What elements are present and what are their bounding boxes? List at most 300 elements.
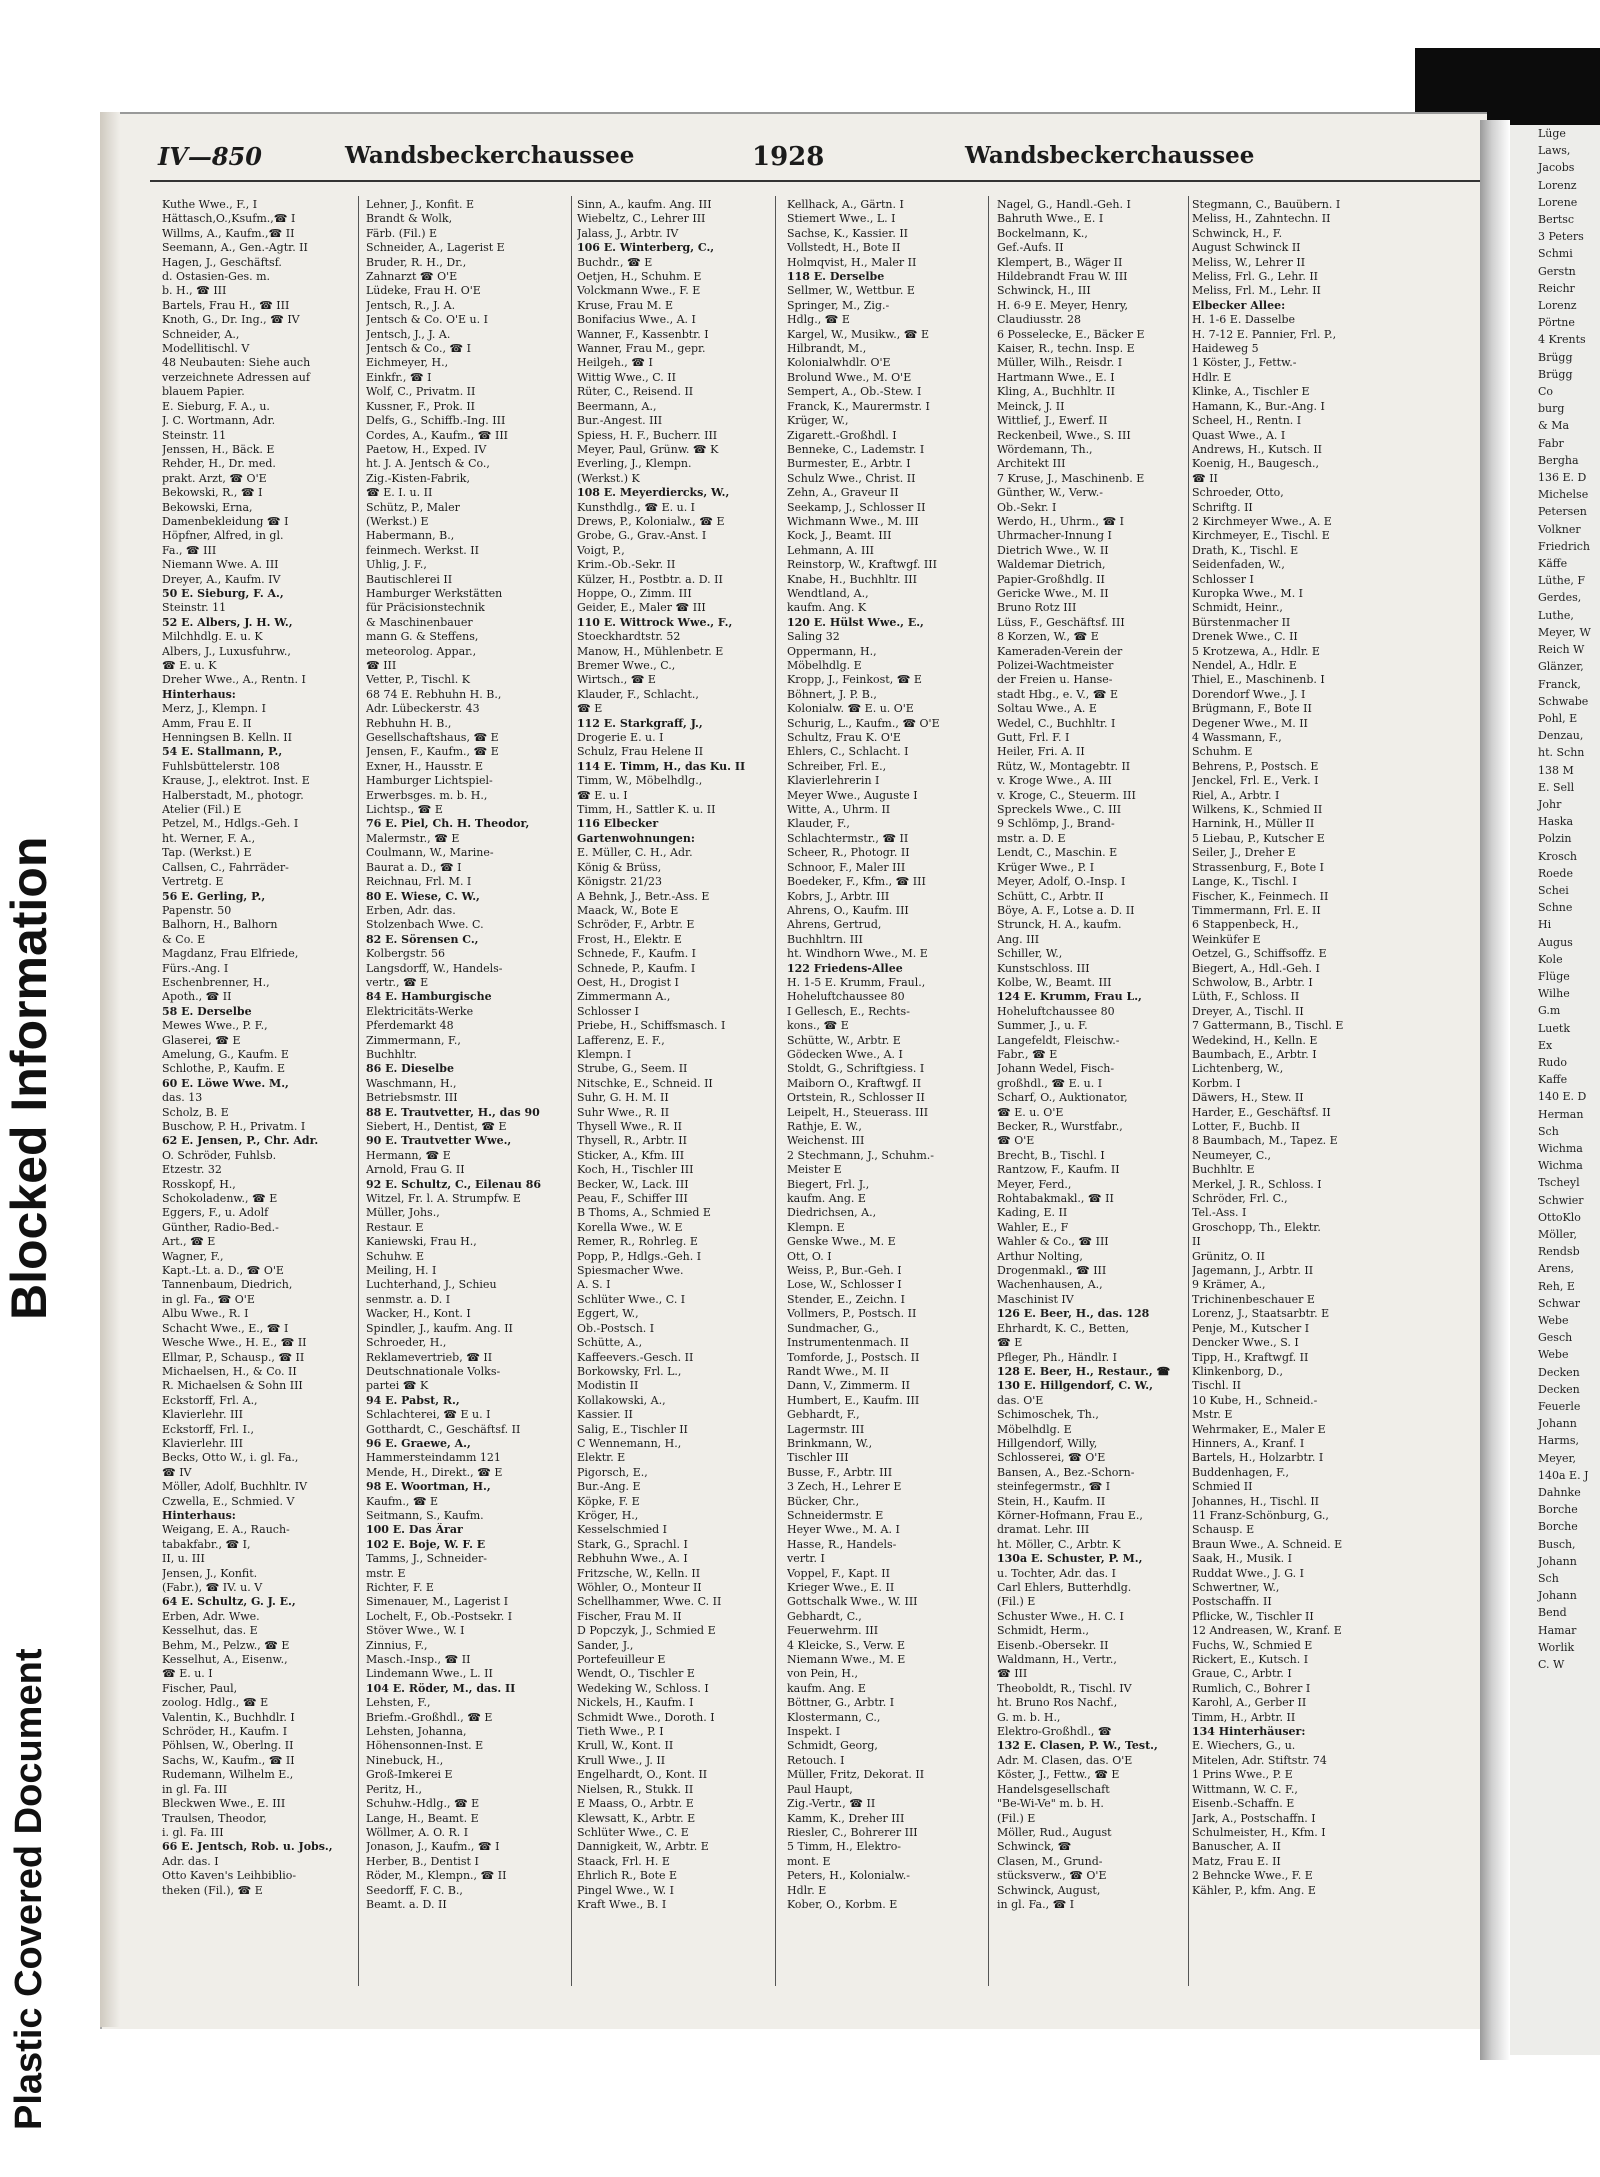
directory-entry-line: Wanner, Frau M., gepr. — [577, 342, 706, 356]
directory-entry-line: Grünitz, O. II — [1192, 1249, 1265, 1263]
adjacent-page-line: Käffe — [1538, 557, 1568, 571]
page-number: IV—850 — [158, 142, 262, 171]
directory-entry-line: Jenssen, H., Bäck. E — [162, 442, 275, 456]
directory-entry-line: Kober, O., Korbm. E — [787, 1897, 898, 1911]
directory-entry-line: II — [1192, 1235, 1201, 1249]
directory-entry-line: Fritzsche, W., Kelln. II — [577, 1566, 701, 1580]
directory-entry-line: Retouch. I — [787, 1753, 845, 1767]
directory-entry-line: ☎ III — [997, 1667, 1028, 1681]
directory-entry-line: Steinstr. 11 — [162, 601, 227, 615]
directory-entry-line: Ruddat Wwe., J. G. I — [1192, 1566, 1304, 1580]
directory-entry-line: Langefeldt, Fleischw.- — [997, 1033, 1120, 1047]
directory-entry-line: Stiemert Wwe., L. I — [787, 212, 896, 226]
directory-entry-line: Nendel, A., Hdlr. E — [1192, 659, 1297, 672]
directory-entry-line: 94 E. Pabst, R., — [366, 1393, 460, 1407]
directory-entry-line: Lehmann, A. III — [787, 543, 875, 557]
directory-entry-line: Schuster Wwe., H. C. I — [997, 1609, 1124, 1623]
directory-entry-line: Koenig, H., Baugesch., — [1192, 457, 1319, 471]
directory-entry-line: Witte, A., Uhrm. II — [787, 803, 891, 817]
directory-entry-line: Bekowski, R., ☎ I — [162, 486, 263, 500]
directory-entry-line: Seiler, J., Dreher E — [1192, 846, 1296, 860]
directory-entry-line: 2 Kirchmeyer Wwe., A. E — [1192, 514, 1332, 528]
directory-entry-line: Quast Wwe., A. I — [1192, 428, 1286, 442]
directory-entry-line: Eisenb.-Obersekr. II — [997, 1638, 1109, 1652]
directory-entry-line: Schröder, F., Arbtr. E — [577, 918, 695, 932]
directory-entry-line: Ob.-Postsch. I — [577, 1321, 655, 1335]
directory-entry-line: Hermann, ☎ E — [366, 1148, 451, 1162]
directory-entry-line: ☎ E — [997, 1336, 1023, 1350]
directory-entry-line: Dreyer, A., Tischl. II — [1192, 1004, 1304, 1018]
directory-entry-line: Handelsgesellschaft — [997, 1782, 1110, 1796]
directory-entry-line: Schmidt, Heinr., — [1192, 601, 1283, 615]
directory-entry-line: Lichtenberg, W., — [1192, 1062, 1284, 1076]
directory-entry-line: Geider, E., Maler ☎ III — [577, 601, 706, 615]
directory-entry-line: 6 Stappenbeck, H., — [1192, 918, 1299, 932]
column-divider — [1188, 196, 1189, 1986]
adjacent-page-line: Borche — [1538, 1503, 1578, 1517]
directory-entry-line: Kock, J., Beamt. III — [787, 529, 892, 543]
directory-entry-line: Maschinist IV — [997, 1292, 1074, 1306]
directory-entry-line: Albu Wwe., R. I — [162, 1307, 249, 1321]
directory-entry-line: Schuhw. E — [366, 1249, 425, 1263]
adjacent-page-line: Wichma — [1538, 1159, 1583, 1173]
directory-entry-line: Drenek Wwe., C. II — [1192, 630, 1298, 644]
directory-entry-line: Stender, E., Zeichn. I — [787, 1292, 906, 1306]
directory-entry-line: Timm, H., Sattler K. u. II — [577, 803, 716, 817]
directory-entry-line: Schnoor, F., Maler III — [787, 860, 906, 874]
directory-entry-line: Modistin II — [577, 1379, 639, 1393]
directory-entry-line: Schlosserei, ☎ O'E — [997, 1451, 1106, 1465]
directory-entry-line: Petzel, M., Hdlgs.-Geh. I — [162, 817, 299, 831]
directory-entry-line: G. m. b. H., — [997, 1710, 1061, 1724]
directory-entry-line: Reckenbeil, Wwe., S. III — [997, 428, 1131, 442]
directory-entry-line: Zimmermann, F., — [366, 1033, 461, 1047]
directory-entry-line: prakt. Arzt, ☎ O'E — [162, 471, 267, 485]
directory-entry-line: 100 E. Das Ärar — [366, 1523, 463, 1537]
directory-entry-line: O. Schröder, Fuhlsb. — [162, 1148, 277, 1162]
directory-entry-line: Seitmann, S., Kaufm. — [366, 1508, 484, 1522]
directory-entry-line: Kesselhut, das. E — [162, 1624, 258, 1638]
directory-entry-line: Schmidt Wwe., Doroth. I — [577, 1710, 715, 1724]
directory-entry-line: Burmester, E., Arbtr. I — [787, 457, 911, 471]
adjacent-page-line: Polzin — [1538, 832, 1572, 846]
directory-entry-line: Bleckwen Wwe., E. III — [162, 1797, 286, 1811]
directory-entry-line: Pferdemarkt 48 — [366, 1019, 454, 1033]
directory-entry-line: Gödecken Wwe., A. I — [787, 1047, 903, 1061]
directory-entry-line: Suhr, G. H. M. II — [577, 1091, 669, 1105]
directory-entry-line: Müller, Fritz, Dekorat. II — [787, 1768, 925, 1782]
adjacent-page-line: Volkner — [1538, 522, 1581, 536]
directory-entry-line: Kolbe, W., Beamt. III — [997, 975, 1112, 989]
adjacent-page-line: ht. Schn — [1538, 746, 1585, 760]
directory-entry-line: E. Wiechers, G., u. — [1192, 1739, 1296, 1753]
directory-entry-line: Bonifacius Wwe., A. I — [577, 313, 696, 327]
directory-entry-line: 10 Kube, H., Schneid.- — [1192, 1393, 1318, 1407]
directory-entry-line: 5 Krotzewa, A., Hdlr. E — [1192, 644, 1320, 658]
adjacent-page-line: Lüge — [1538, 127, 1566, 140]
adjacent-page-line: Fabr — [1538, 436, 1564, 450]
directory-entry-line: Niemann Wwe., M. E — [787, 1653, 906, 1667]
directory-entry-line: Rumlich, C., Bohrer I — [1192, 1681, 1311, 1695]
adjacent-page-line: Flüge — [1538, 969, 1570, 983]
adjacent-page-line: Johann — [1538, 1589, 1577, 1603]
directory-entry-line: Kraft Wwe., B. I — [577, 1897, 667, 1911]
directory-entry-line: Bansen, A., Bez.-Schorn- — [997, 1465, 1135, 1479]
directory-entry-line: Kameraden-Verein der — [997, 644, 1123, 658]
directory-entry-line: Bahruth Wwe., E. I — [997, 212, 1104, 226]
directory-entry-line: Tischl. II — [1192, 1379, 1241, 1393]
directory-entry-line: Dannigkeit, W., Arbtr. E — [577, 1840, 709, 1854]
header-rule — [150, 180, 1480, 182]
directory-entry-line: Matz, Frau E. II — [1192, 1854, 1281, 1868]
directory-entry-line: Glaserei, ☎ E — [162, 1033, 241, 1047]
directory-entry-line: Hdlr. E — [1192, 370, 1232, 384]
adjacent-page-line: Roede — [1538, 866, 1573, 880]
directory-entry-line: Staack, Frl. H. E — [577, 1854, 670, 1868]
directory-entry-line: Kropp, J., Feinkost, ☎ E — [787, 673, 922, 687]
directory-entry-line: für Präcisionstechnik — [366, 601, 485, 615]
directory-entry-line: Korella Wwe., W. E — [577, 1220, 683, 1234]
directory-entry-line: Ahrens, Gertrud, — [787, 918, 882, 932]
directory-entry-line: Schröder, H., Kaufm. I — [162, 1725, 288, 1739]
directory-entry-line: Meyer Wwe., Auguste I — [787, 788, 918, 802]
directory-entry-line: Gef.-Aufs. II — [997, 241, 1064, 255]
directory-entry-line: Malermstr., ☎ E — [366, 831, 460, 845]
directory-entry-line: Rathje, E. W., — [787, 1120, 862, 1133]
directory-entry-line: Callsen, C., Fahrräder- — [162, 860, 289, 874]
directory-entry-line: Knabe, H., Buchhltr. III — [787, 572, 918, 586]
directory-entry-line: Eckstorff, Frl. I., — [162, 1422, 254, 1436]
directory-entry-line: Gebhardt, F., — [787, 1408, 860, 1422]
directory-entry-line: I Gellesch, E., Rechts- — [787, 1004, 910, 1018]
adjacent-page-line: Brügg — [1538, 367, 1573, 381]
adjacent-page-line: Reichr — [1538, 281, 1575, 295]
directory-entry-line: Eichmeyer, H., — [366, 356, 449, 370]
directory-entry-line: Eckstorff, Frl. A., — [162, 1393, 258, 1407]
directory-entry-line: Wehrmaker, E., Maler E — [1192, 1422, 1326, 1436]
directory-entry-line: Gutt, Frl. F. I — [997, 731, 1070, 745]
directory-entry-line: Wanner, F., Kassenbtr. I — [577, 327, 709, 341]
directory-entry-line: Meiling, H. I — [366, 1264, 437, 1278]
directory-entry-line: Rosskopf, H., — [162, 1177, 236, 1191]
directory-entry-line: mstr. E — [366, 1566, 406, 1580]
directory-entry-line: H. 1-6 E. Dasselbe — [1192, 313, 1296, 327]
directory-entry-line: Theoboldt, R., Tischl. IV — [997, 1681, 1132, 1695]
directory-entry-line: B Thoms, A., Schmied E — [577, 1206, 711, 1220]
directory-entry-line: Buddenhagen, F., — [1192, 1465, 1290, 1479]
directory-entry-line: König & Brüss, — [577, 860, 662, 874]
adjacent-page-line: Meyer, W — [1538, 625, 1591, 639]
directory-entry-line: Heyer Wwe., M. A. I — [787, 1523, 900, 1537]
directory-entry-line: Lendt, C., Maschin. E — [997, 846, 1118, 860]
directory-entry-line: Schneider, A., Lagerist E — [366, 241, 505, 255]
directory-entry-line: tabakfabr., ☎ I, — [162, 1537, 251, 1551]
directory-entry-line: August Schwinck II — [1192, 241, 1301, 255]
directory-entry-line: Ehrhardt, K. C., Betten, — [997, 1321, 1129, 1335]
adjacent-page-line: Denzau, — [1538, 729, 1584, 743]
directory-entry-line: Ehlers, C., Schlacht. I — [787, 745, 909, 759]
directory-entry-line: Tomforde, J., Postsch. II — [787, 1350, 920, 1364]
directory-entry-line: verzeichnete Adressen auf — [162, 370, 310, 384]
directory-entry-line: 114 E. Timm, H., das Ku. II — [577, 759, 746, 773]
directory-entry-line: Bur.-Angest. III — [577, 414, 663, 428]
directory-entry-line: Wedeking W., Schloss. I — [577, 1681, 709, 1695]
directory-entry-line: Eschenbrenner, H., — [162, 975, 270, 989]
adjacent-page-line: Johr — [1538, 797, 1562, 811]
directory-entry-line: 6 Posselecke, E., Bäcker E — [997, 327, 1145, 341]
directory-entry-line: Waldemar Dietrich, — [997, 558, 1106, 572]
directory-entry-line: Hinterhaus: — [162, 687, 236, 701]
directory-entry-line: 126 E. Beer, H., das. 128 — [997, 1307, 1150, 1321]
directory-entry-line: Kling, A., Buchhltr. II — [997, 385, 1115, 399]
directory-entry-line: steinfegermstr., ☎ I — [997, 1480, 1111, 1494]
directory-entry-line: 9 Krämer, A., — [1192, 1278, 1266, 1292]
directory-entry-line: 1 Köster, J., Fettw.- — [1192, 356, 1297, 370]
directory-entry-line: Hoppe, O., Zimm. III — [577, 586, 692, 600]
directory-entry-line: Weiss, P., Bur.-Geh. I — [787, 1264, 902, 1278]
directory-entry-line: Schwinck, H., F. — [1192, 226, 1283, 240]
directory-entry-line: Weigang, E. A., Rauch- — [162, 1523, 290, 1537]
directory-entry-line: Lafferenz, E. F., — [577, 1033, 665, 1047]
directory-entry-line: Rebhuhn H. B., — [366, 716, 452, 730]
directory-entry-line: Kobrs, J., Arbtr. III — [787, 889, 890, 903]
directory-entry-line: Everling, J., Klempn. — [577, 457, 692, 471]
directory-entry-line: von Pein, H., — [787, 1667, 859, 1681]
adjacent-page-line: Busch, — [1538, 1537, 1576, 1551]
directory-entry-line: Graue, C., Arbtr. I — [1192, 1667, 1292, 1681]
directory-entry-line: Schlosser I — [1192, 572, 1254, 586]
adjacent-page-line: Harms, — [1538, 1434, 1579, 1448]
directory-entry-line: Kading, E. II — [997, 1206, 1068, 1220]
adjacent-page-line: Gesch — [1538, 1331, 1573, 1345]
directory-entry-line: Hamann, K., Bur.-Ang. I — [1192, 399, 1325, 413]
directory-entry-line: ☎ III — [366, 659, 397, 672]
directory-entry-line: Schneider, A., — [162, 327, 240, 341]
directory-entry-line: zoolog. Hdlg., ☎ E — [162, 1696, 269, 1710]
adjacent-page-line: Pohl, E — [1538, 711, 1578, 725]
directory-entry-line: Nitschke, E., Schneid. II — [577, 1076, 713, 1090]
directory-entry-line: Engelhardt, O., Kont. II — [577, 1768, 708, 1782]
directory-entry-line: Hamburger Lichtspiel- — [366, 774, 493, 788]
adjacent-page-line: Borche — [1538, 1520, 1578, 1534]
directory-entry-line: ☎ O'E — [997, 1134, 1035, 1148]
directory-entry-line: Rudemann, Wilhelm E., — [162, 1768, 294, 1782]
directory-entry-line: Richter, F. E — [366, 1581, 434, 1594]
directory-entry-line: Degener Wwe., M. II — [1192, 716, 1308, 730]
directory-entry-line: Merkel, J. R., Schloss. I — [1192, 1177, 1322, 1191]
directory-entry-line: (Fil.) E — [997, 1595, 1036, 1609]
directory-entry-line: Färb. (Fil.) E — [366, 226, 438, 240]
directory-entry-line: Kolbergstr. 56 — [366, 947, 446, 961]
directory-entry-line: Groß-Imkerei E — [366, 1768, 453, 1782]
directory-entry-line: Rickert, E., Kutsch. I — [1192, 1653, 1309, 1667]
adjacent-page-line: Lorenz — [1538, 178, 1577, 192]
directory-entry-line: Knoth, G., Dr. Ing., ☎ IV — [162, 313, 300, 327]
directory-entry-line: Wittig Wwe., C. II — [577, 370, 676, 384]
directory-entry-line: Pigorsch, E., — [577, 1465, 648, 1479]
directory-entry-line: Kesselschmied I — [577, 1523, 667, 1537]
directory-entry-line: Remer, R., Rohrleg. E — [577, 1235, 698, 1249]
directory-entry-line: 104 E. Röder, M., das. II — [366, 1681, 516, 1695]
directory-entry-line: Schwinck, ☎ — [997, 1840, 1072, 1854]
directory-entry-line: ht. J. A. Jentsch & Co., — [366, 457, 490, 471]
directory-entry-line: Krull Wwe., J. II — [577, 1753, 666, 1767]
adjacent-page-line: Reich W — [1538, 643, 1585, 657]
adjacent-page-line: E. Sell — [1538, 780, 1575, 794]
adjacent-page-line: Worlik — [1538, 1640, 1575, 1654]
directory-entry-line: Zig.-Kisten-Fabrik, — [366, 471, 470, 485]
directory-entry-line: Krull, W., Kont. II — [577, 1739, 674, 1753]
adjacent-page-line: Schmi — [1538, 247, 1573, 261]
directory-entry-line: Sticker, A., Kfm. III — [577, 1148, 685, 1162]
directory-entry-line: Hdlr. E — [787, 1883, 827, 1897]
directory-entry-line: Hdlg., ☎ E — [787, 313, 850, 327]
directory-entry-line: Postschaffn. II — [1192, 1595, 1272, 1609]
directory-entry-line: Kähler, P., kfm. Ang. E — [1192, 1883, 1316, 1897]
directory-entry-line: Jark, A., Postschaffn. I — [1192, 1811, 1316, 1825]
directory-entry-line: Kuthe Wwe., F., I — [162, 198, 258, 211]
directory-entry-line: Böhnert, J. P. B., — [787, 687, 877, 701]
directory-entry-line: Gartenwohnungen: — [577, 831, 695, 845]
directory-entry-line: Schröder, Frl. C., — [1192, 1192, 1288, 1206]
directory-entry-line: Reklamevertrieb, ☎ II — [366, 1350, 493, 1364]
adjacent-page-line: Haska — [1538, 815, 1574, 829]
directory-entry-line: Königstr. 21/23 — [577, 875, 662, 889]
directory-entry-line: Spreckels Wwe., C. III — [997, 803, 1122, 817]
directory-entry-line: Müller, Wilh., Reisdr. I — [997, 356, 1123, 370]
adjacent-page-line: Herman — [1538, 1107, 1584, 1121]
adjacent-page-line: Reh, E — [1538, 1279, 1575, 1293]
directory-entry-line: Meyer, Paul, Grünw. ☎ K — [577, 442, 719, 456]
directory-entry-line: Meinck, J. II — [997, 399, 1065, 413]
directory-entry-line: Siebert, H., Dentist, ☎ E — [366, 1120, 507, 1133]
directory-entry-line: Seemann, A., Gen.-Agtr. II — [162, 241, 308, 255]
directory-entry-line: D Popczyk, J., Schmied E — [577, 1624, 716, 1638]
directory-entry-line: Kuropka Wwe., M. I — [1192, 586, 1304, 600]
adjacent-page-line: Schei — [1538, 883, 1569, 897]
directory-entry-line: Schulz, Frau Helene II — [577, 745, 704, 759]
directory-entry-line: Meliss, Frl. M., Lehr. II — [1192, 284, 1321, 298]
directory-entry-line: das. 13 — [162, 1091, 203, 1105]
directory-entry-line: Leipelt, H., Steuerass. III — [787, 1105, 929, 1119]
directory-entry-line: 98 E. Woortman, H., — [366, 1480, 491, 1494]
directory-entry-line: Schreiber, Frl. E., — [787, 759, 887, 773]
directory-entry-line: Krim.-Ob.-Sekr. II — [577, 558, 676, 572]
directory-entry-line: Zigarett.-Großhdl. I — [787, 428, 897, 442]
directory-entry-line: Timm, H., Arbtr. II — [1192, 1710, 1296, 1724]
directory-entry-line: Pflicke, W., Tischler II — [1192, 1609, 1314, 1623]
directory-entry-line: Buchhltrn. III — [787, 932, 863, 946]
directory-entry-line: Böye, A. F., Lotse a. D. II — [997, 903, 1135, 917]
directory-entry-line: Tap. (Werkst.) E — [162, 846, 252, 860]
adjacent-page-line: Pörtne — [1538, 316, 1575, 330]
directory-entry-line: Bruder, R. H., Dr., — [366, 255, 467, 269]
directory-entry-line: Polizei-Wachtmeister — [997, 659, 1114, 672]
directory-entry-line: 90 E. Trautvetter Wwe., — [366, 1134, 512, 1148]
directory-entry-line: Schwertner, W., — [1192, 1581, 1280, 1594]
directory-entry-line: Saling 32 — [787, 630, 840, 644]
directory-entry-line: Thiel, E., Maschinenb. I — [1192, 673, 1325, 687]
directory-entry-line: Clasen, M., Grund- — [997, 1854, 1103, 1868]
directory-entry-line: Traulsen, Theodor, — [162, 1811, 267, 1825]
adjacent-page-line: 136 E. D — [1538, 471, 1587, 485]
directory-entry-line: Wendt, O., Tischler E — [577, 1667, 695, 1681]
directory-entry-line: Zinnius, F., — [366, 1638, 428, 1652]
adjacent-page-line: G.m — [1538, 1004, 1561, 1018]
directory-entry-line: Brandt & Wolk, — [366, 212, 453, 226]
directory-entry-line: Jensen, J., Konfit. — [162, 1566, 258, 1580]
adjacent-page-line: C. W — [1538, 1658, 1565, 1672]
directory-entry-line: Schacht Wwe., E., ☎ I — [162, 1321, 289, 1335]
directory-entry-line: Waschmann, H., — [366, 1076, 457, 1090]
directory-entry-line: Arnold, Frau G. II — [366, 1163, 465, 1177]
directory-entry-line: 5 Timm, H., Elektro- — [787, 1840, 902, 1854]
directory-entry-line: v. Kroge Wwe., A. III — [997, 774, 1112, 788]
directory-entry-line: in gl. Fa., ☎ I — [997, 1897, 1075, 1911]
adjacent-page-line: Rendsb — [1538, 1245, 1580, 1259]
directory-entry-line: Paul Haupt, — [787, 1782, 853, 1796]
directory-entry-line: Rantzow, F., Kaufm. II — [997, 1163, 1120, 1177]
directory-entry-line: Dreyer, A., Kaufm. IV — [162, 572, 281, 586]
directory-entry-line: Bürstenmacher II — [1192, 615, 1291, 629]
directory-entry-line: Höhensonnen-Inst. E — [366, 1739, 484, 1753]
directory-entry-line: Luchterhand, J., Schieu — [366, 1278, 497, 1292]
directory-entry-line: 9 Schlömp, J., Brand- — [997, 817, 1115, 831]
directory-entry-line: 128 E. Beer, H., Restaur., ☎ — [997, 1364, 1171, 1378]
adjacent-page-line: Hamar — [1538, 1623, 1577, 1637]
directory-entry-line: Baumbach, E., Arbtr. I — [1192, 1047, 1317, 1061]
directory-entry-line: Reichnau, Frl. M. I — [366, 875, 472, 889]
directory-entry-line: 58 E. Derselbe — [162, 1004, 252, 1018]
directory-entry-line: Summer, J., u. F. — [997, 1019, 1088, 1033]
directory-entry-line: Masch.-Insp., ☎ II — [366, 1653, 471, 1667]
directory-entry-line: E. Müller, C. H., Adr. — [577, 846, 693, 860]
directory-entry-line: Möller, Adolf, Buchhltr. IV — [162, 1480, 308, 1494]
adjacent-page-line: 3 Peters — [1538, 230, 1584, 244]
directory-entry-line: Simenauer, M., Lagerist I — [366, 1595, 509, 1609]
directory-entry-line: Inspekt. I — [787, 1725, 841, 1739]
directory-entry-line: Hartmann Wwe., E. I — [997, 370, 1115, 384]
directory-entry-line: Seedorff, F. C. B., — [366, 1883, 463, 1897]
directory-entry-line: Sundmacher, G., — [787, 1321, 879, 1335]
directory-entry-line: Kruse, Frau M. E — [577, 298, 674, 312]
directory-entry-line: Schroeder, Otto, — [1192, 486, 1284, 500]
directory-entry-line: Voppel, F., Kapt. II — [787, 1566, 890, 1580]
directory-entry-line: Nagel, G., Handl.-Geh. I — [997, 198, 1131, 211]
directory-entry-line: Schimoschek, Th., — [997, 1408, 1099, 1422]
directory-entry-line: Meliss, W., Lehrer II — [1192, 255, 1306, 269]
directory-entry-line: Gericke Wwe., M. II — [997, 586, 1109, 600]
directory-entry-line: & Maschinenbauer — [366, 615, 473, 629]
directory-entry-line: das. O'E — [997, 1393, 1044, 1407]
directory-entry-line: vertr. I — [787, 1552, 825, 1566]
directory-entry-line: Werdo, H., Uhrm., ☎ I — [997, 514, 1124, 528]
directory-entry-line: Däwers, H., Stew. II — [1192, 1091, 1304, 1105]
directory-entry-line: Sachse, K., Kassier. II — [787, 226, 909, 240]
directory-entry-line: Möbelhdlg. E — [787, 659, 862, 672]
directory-entry-line: Kunsthdlg., ☎ E. u. I — [577, 500, 696, 514]
directory-entry-line: Heilgeh., ☎ I — [577, 356, 653, 370]
directory-entry-line: Mewes Wwe., P. F., — [162, 1019, 268, 1033]
directory-entry-line: Korbm. I — [1192, 1076, 1241, 1090]
directory-entry-line: Klewsatt, K., Arbtr. E — [577, 1811, 696, 1825]
directory-entry-line: Zimmermann A., — [577, 990, 671, 1004]
directory-entry-line: 66 E. Jentsch, Rob. u. Jobs., — [162, 1840, 333, 1854]
directory-entry-line: Zahnarzt ☎ O'E — [366, 270, 458, 284]
directory-entry-line: Lindemann Wwe., L. II — [366, 1667, 493, 1681]
directory-entry-line: Brolund Wwe., M. O'E — [787, 370, 912, 384]
directory-entry-line: Hoheluftchaussee 80 — [787, 990, 905, 1004]
